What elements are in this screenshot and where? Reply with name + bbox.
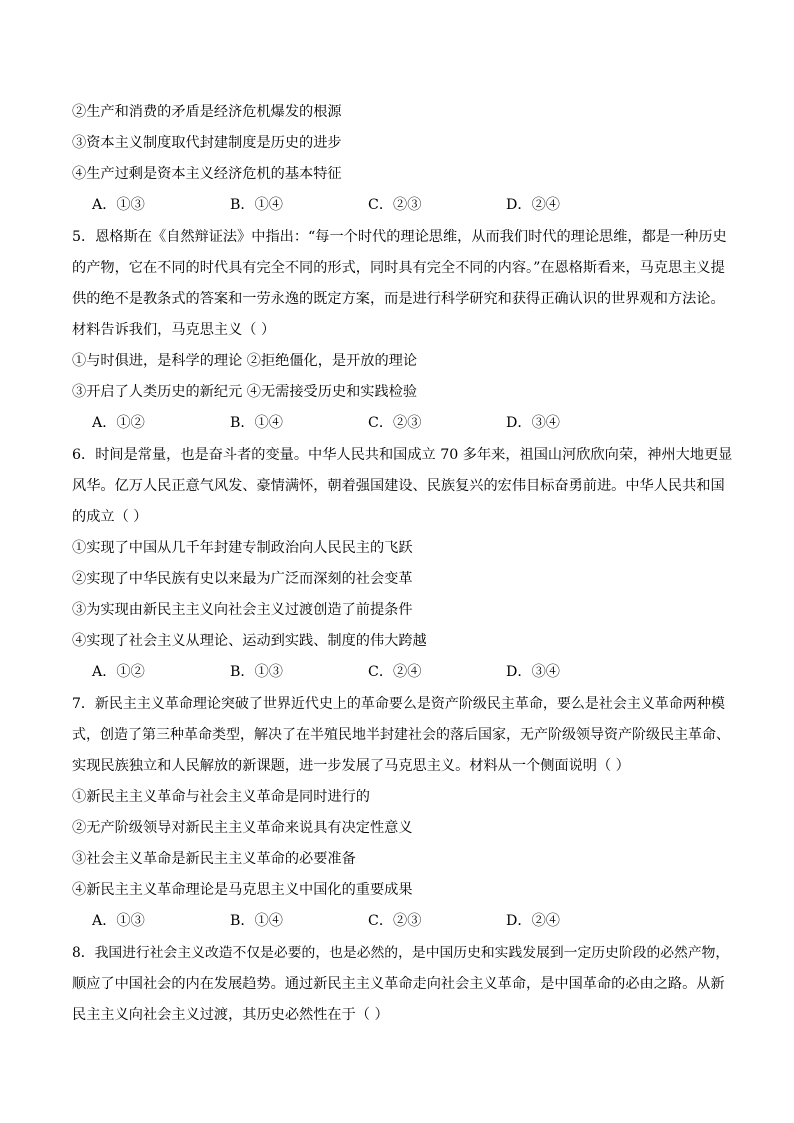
q6-option-2: ②实现了中华民族有史以来最为广泛而深刻的社会变革	[72, 571, 413, 587]
q7-stem-line-2: 式，创造了第三种革命类型，解决了在半殖民地半封建社会的落后国家，无产阶级领导资产阶级民主革命、	[72, 727, 730, 743]
q4-option-4: ④生产过剩是资本主义经济危机的基本特征	[72, 166, 342, 182]
q4-choice-a[interactable]: A．①③	[92, 197, 145, 213]
q8-stem-line-1: 8．我国进行社会主义改造不仅是必要的，也是必然的，是中国历史和实践发展到一定历史阶段的必然产物，	[72, 945, 730, 961]
q7-stem-line-1: 7．新民主主义革命理论突破了世界近代史上的革命要么是资产阶级民主革命，要么是社会主义革命两种模	[72, 696, 725, 712]
q4-option-3: ③资本主义制度取代封建制度是历史的进步	[72, 135, 342, 151]
q4-choice-d[interactable]: D．②④	[506, 197, 560, 213]
q5-options-line-1: ①与时俱进，是科学的理论 ②拒绝僵化，是开放的理论	[72, 353, 418, 369]
q5-choices	[92, 413, 712, 433]
q5-stem-line-1: 5．恩格斯在《自然辩证法》中指出：“每一个时代的理论思维，从而我们时代的理论思维，都是一种历史	[72, 229, 727, 245]
q5-stem-line-4: 材料告诉我们，马克思主义（ ）	[72, 322, 276, 338]
q7-option-4: ④新民主主义革命理论是马克思主义中国化的重要成果	[72, 882, 413, 898]
q8-stem-line-2: 顺应了中国社会的内在发展趋势。通过新民主主义革命走向社会主义革命，是中国革命的必由之路。从新	[72, 976, 725, 992]
q5-choice-c[interactable]: C．②③	[368, 415, 422, 431]
q6-stem-line-1: 6．时间是常量，也是奋斗者的变量。中华人民共和国成立 70 多年来，祖国山河欣欣向荣，神州大地更显	[72, 447, 733, 463]
q5-choice-a[interactable]: A．①②	[92, 415, 145, 431]
q7-option-2: ②无产阶级领导对新民主主义革命来说具有决定性意义	[72, 820, 413, 836]
q7-option-3: ③社会主义革命是新民主主义革命的必要准备	[72, 851, 356, 867]
q6-stem-line-2: 风华。亿万人民正意气风发、豪情满怀，朝着强国建设、民族复兴的宏伟目标奋勇前进。中华人民共和国	[72, 478, 725, 494]
q6-option-4: ④实现了社会主义从理论、运动到实践、制度的伟大跨越	[72, 633, 427, 649]
q4-option-2: ②生产和消费的矛盾是经济危机爆发的根源	[72, 104, 342, 120]
q6-choices	[92, 662, 712, 682]
q5-choice-d[interactable]: D．③④	[506, 415, 560, 431]
q7-stem-line-3: 实现民族独立和人民解放的新课题，进一步发展了马克思主义。材料从一个侧面说明（ ）	[72, 758, 630, 774]
q7-choice-b[interactable]: B．①④	[230, 913, 283, 929]
q4-choice-b[interactable]: B．①④	[230, 197, 283, 213]
q6-choice-b[interactable]: B．①③	[230, 664, 283, 680]
q5-choice-b[interactable]: B．①④	[230, 415, 283, 431]
q7-choices	[92, 911, 712, 931]
q7-choice-a[interactable]: A．①③	[92, 913, 145, 929]
q7-option-1: ①新民主主义革命与社会主义革命是同时进行的	[72, 789, 370, 805]
q8-stem-line-3: 民主主义向社会主义过渡，其历史必然性在于（ ）	[72, 1007, 389, 1023]
q6-stem-line-3: 的成立（ ）	[72, 509, 148, 525]
q6-choice-a[interactable]: A．①②	[92, 664, 145, 680]
q7-choice-c[interactable]: C．②③	[368, 913, 422, 929]
q5-stem-line-2: 的产物，它在不同的时代具有完全不同的形式，同时具有完全不同的内容。”在恩格斯看来，马克思主义提	[72, 260, 725, 276]
q4-choices	[92, 195, 712, 215]
q6-option-3: ③为实现由新民主主义向社会主义过渡创造了前提条件	[72, 602, 413, 618]
q5-stem-line-3: 供的绝不是教条式的答案和一劳永逸的既定方案，而是进行科学研究和获得正确认识的世界观和方法论。	[72, 291, 725, 307]
q5-options-line-2: ③开启了人类历史的新纪元 ④无需接受历史和实践检验	[72, 384, 418, 400]
q4-choice-c[interactable]: C．②③	[368, 197, 422, 213]
q6-choice-c[interactable]: C．②④	[368, 664, 422, 680]
q7-choice-d[interactable]: D．②④	[506, 913, 560, 929]
q6-option-1: ①实现了中国从几千年封建专制政治向人民民主的飞跃	[72, 540, 413, 556]
q6-choice-d[interactable]: D．③④	[506, 664, 560, 680]
